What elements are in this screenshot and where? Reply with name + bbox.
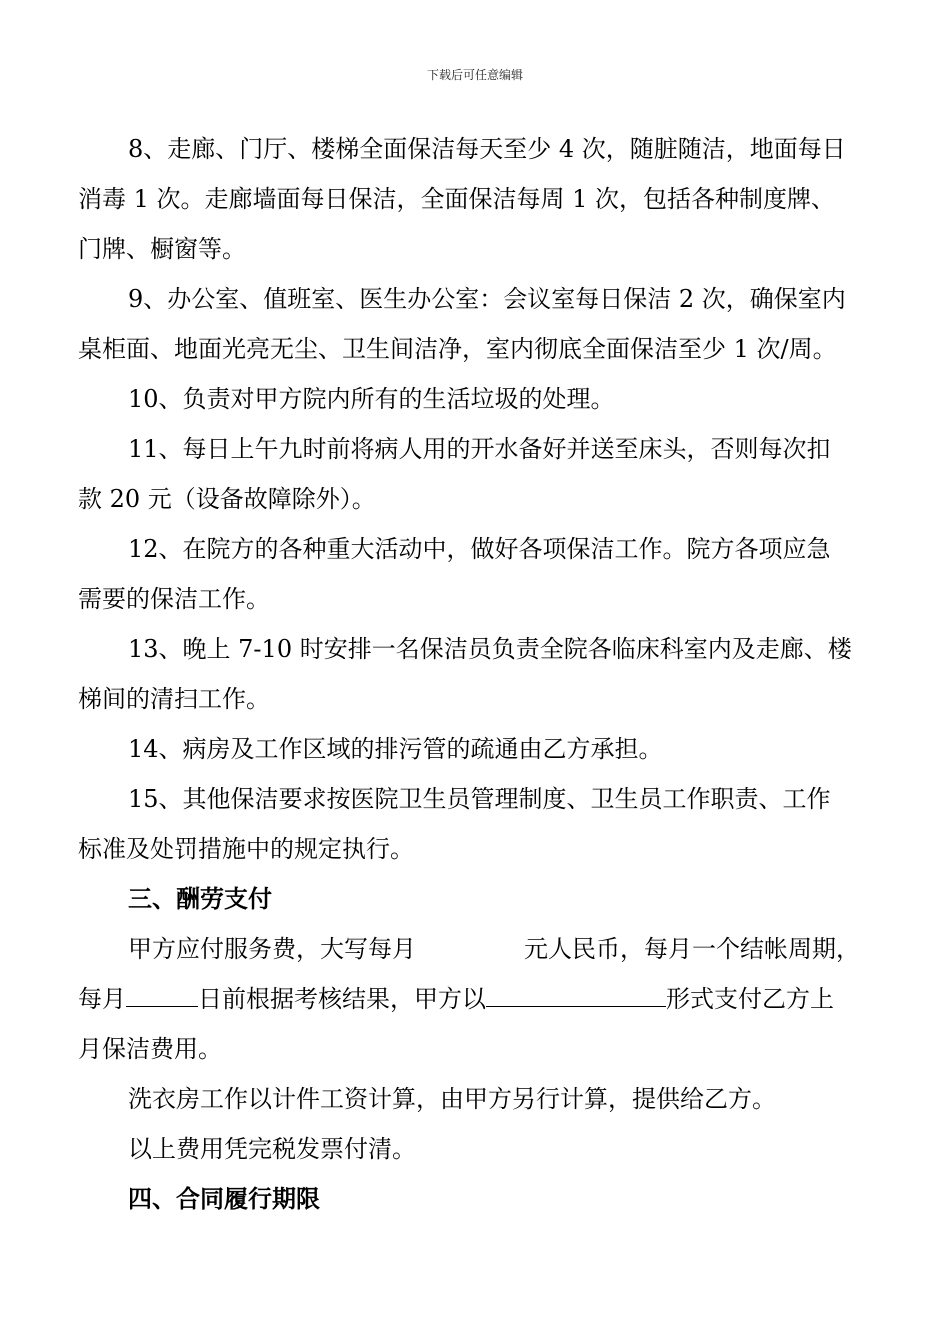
- clause-8-line-3: 门牌、橱窗等。: [78, 235, 246, 263]
- clause-8-line-2: 消毒 1 次。走廊墙面每日保洁，全面保洁每周 1 次，包括各种制度牌、: [78, 185, 836, 213]
- payment-text-d: 日前根据考核结果，甲方以: [198, 985, 486, 1013]
- clause-12-line-1: 12、在院方的各种重大活动中，做好各项保洁工作。院方各项应急: [128, 535, 831, 563]
- section-heading-payment: 三、酬劳支付: [128, 884, 272, 913]
- payment-text-e: 形式支付乙方上: [666, 985, 834, 1013]
- clause-9-line-2: 桌柜面、地面光亮无尘、卫生间洁净，室内彻底全面保洁至少 1 次/周。: [78, 335, 837, 363]
- payment-line-2: [78, 974, 878, 1024]
- day-blank: [126, 976, 198, 1007]
- clause-13-line-2: 梯间的清扫工作。: [78, 685, 270, 713]
- clause-15-line-2: 标准及处罚措施中的规定执行。: [78, 835, 414, 863]
- clause-11-line-1: 11、每日上午九时前将病人用的开水备好并送至床头，否则每次扣: [128, 435, 831, 463]
- clause-12-line-2: 需要的保洁工作。: [78, 585, 270, 613]
- clause-15-line-1: 15、其他保洁要求按医院卫生员管理制度、卫生员工作职责、工作: [128, 785, 831, 813]
- clause-10-line-1: 10、负责对甲方院内所有的生活垃圾的处理。: [128, 385, 615, 413]
- invoice-line: 以上费用凭完税发票付清。: [128, 1135, 416, 1163]
- payment-line-3: 月保洁费用。: [78, 1035, 222, 1063]
- payment-line-1: [128, 924, 878, 974]
- clause-11-line-2: 款 20 元（设备故障除外）。: [78, 485, 376, 513]
- clause-8-line-1: 8、走廊、门厅、楼梯全面保洁每天至少 4 次，随脏随洁，地面每日: [128, 135, 846, 163]
- payment-text-c: 每月: [78, 985, 126, 1013]
- clause-14-line-1: 14、病房及工作区域的排污管的疏通由乙方承担。: [128, 735, 663, 763]
- payment-method-blank: [486, 976, 666, 1007]
- payment-text-b: 元人民币，每月一个结帐周期，: [524, 935, 860, 963]
- clause-9-line-1: 9、办公室、值班室、医生办公室：会议室每日保洁 2 次，确保室内: [128, 285, 846, 313]
- clause-13-line-1: 13、晚上 7-10 时安排一名保洁员负责全院各临床科室内及走廊、楼: [128, 635, 852, 663]
- page-header: 下载后可任意编辑: [426, 68, 523, 82]
- section-heading-term: 四、合同履行期限: [128, 1184, 320, 1213]
- payment-text-a: 甲方应付服务费，大写每月: [128, 935, 416, 963]
- laundry-line: 洗衣房工作以计件工资计算，由甲方另行计算，提供给乙方。: [128, 1085, 776, 1113]
